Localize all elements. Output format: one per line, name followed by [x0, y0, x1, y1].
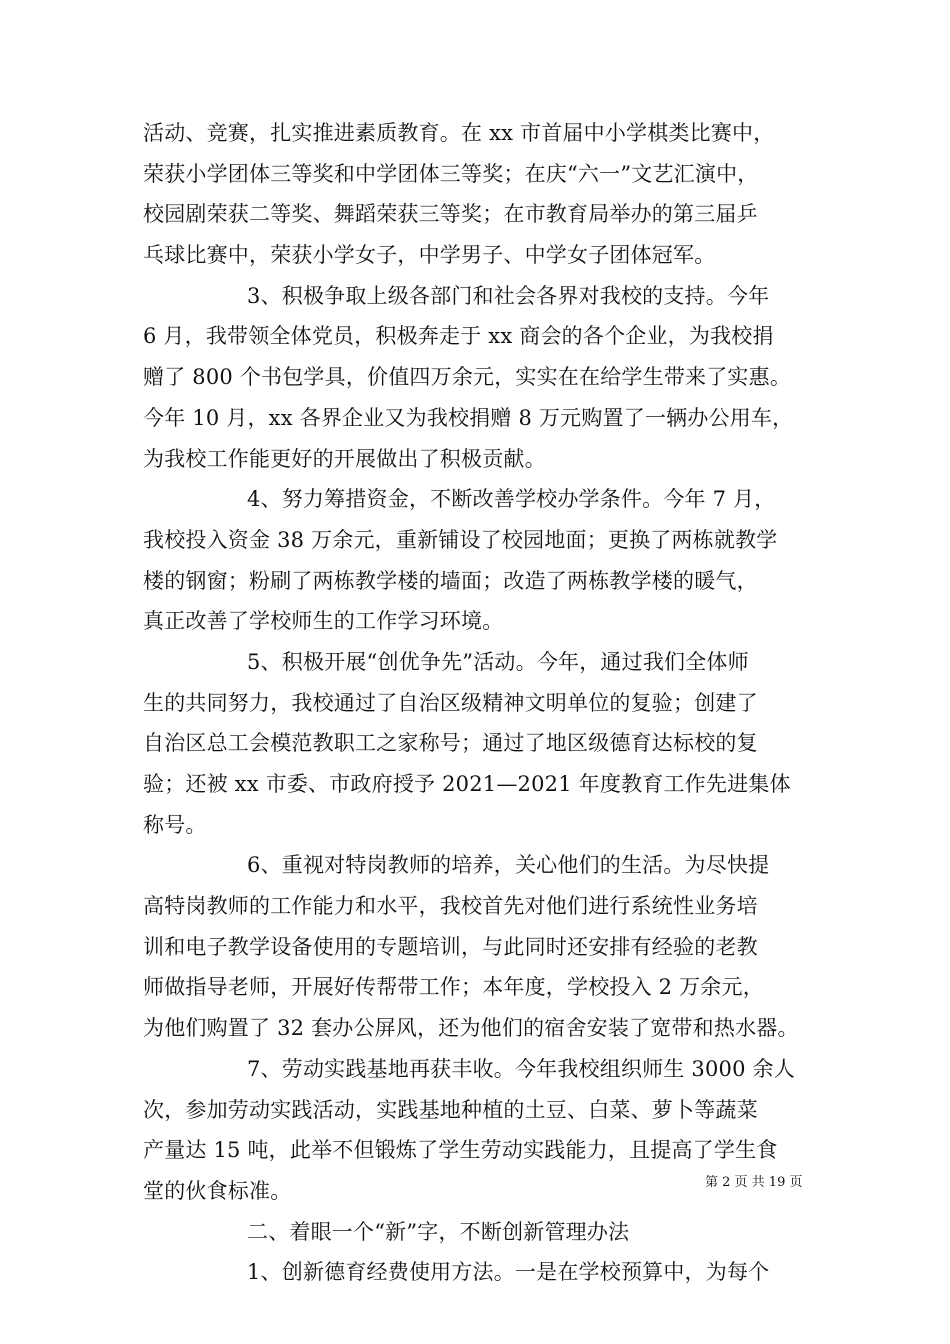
text-line: 堂的伙食标准。	[143, 1178, 292, 1203]
text-line: 自治区总工会模范教职工之家称号；通过了地区级德育达标校的复	[143, 731, 758, 756]
text-line: 6 月，我带领全体党员，积极奔走于 xx 商会的各个企业，为我校捐	[143, 324, 774, 349]
text-line: 产量达 15 吨，此举不但锻炼了学生劳动实践能力，且提高了学生食	[143, 1138, 778, 1163]
paragraph-start-line: 7、劳动实践基地再获丰收。今年我校组织师生 3000 余人	[247, 1056, 795, 1081]
text-line: 真正改善了学校师生的工作学习环境。	[143, 609, 504, 634]
text-line: 赠了 800 个书包学具，价值四万余元，实实在在给学生带来了实惠。	[143, 365, 792, 390]
text-line: 为他们购置了 32 套办公屏风，还为他们的宿舍安装了宽带和热水器。	[143, 1016, 799, 1041]
paragraph-start-line: 6、重视对特岗教师的培养，关心他们的生活。为尽快提	[247, 853, 770, 878]
section-heading-line: 二、着眼一个“新”字，不断创新管理办法	[247, 1219, 630, 1244]
text-line: 今年 10 月，xx 各界企业又为我校捐赠 8 万元购置了一辆办公用车，	[143, 405, 794, 430]
text-line: 校园剧荣获二等奖、舞蹈荣获三等奖；在市教育局举办的第三届乒	[143, 202, 758, 227]
text-line: 次，参加劳动实践活动，实践基地种植的土豆、白菜、萝卜等蔬菜	[143, 1097, 758, 1122]
paragraph-start-line: 3、积极争取上级各部门和社会各界对我校的支持。今年	[247, 283, 770, 308]
text-line: 楼的钢窗；粉刷了两栋教学楼的墙面；改造了两栋教学楼的暖气，	[143, 568, 758, 593]
text-line: 我校投入资金 38 万余元，重新铺设了校园地面；更换了两栋就教学	[143, 527, 778, 552]
text-line: 为我校工作能更好的开展做出了积极贡献。	[143, 446, 546, 471]
paragraph-start-line: 1、创新德育经费使用方法。一是在学校预算中，为每个	[247, 1260, 770, 1285]
text-line: 训和电子教学设备使用的专题培训，与此同时还安排有经验的老教	[143, 934, 758, 959]
text-line: 荣获小学团体三等奖和中学团体三等奖；在庆“六一”文艺汇演中，	[143, 161, 759, 186]
text-line: 师做指导老师，开展好传帮带工作；本年度，学校投入 2 万余元，	[143, 975, 764, 1000]
text-line: 乓球比赛中，荣获小学女子，中学男子、中学女子团体冠军。	[143, 243, 716, 268]
paragraph-start-line: 4、努力筹措资金，不断改善学校办学条件。今年 7 月，	[247, 487, 776, 512]
text-line: 高特岗教师的工作能力和水平，我校首先对他们进行系统性业务培	[143, 894, 758, 919]
body-text	[143, 113, 823, 1293]
text-line: 生的共同努力，我校通过了自治区级精神文明单位的复验；创建了	[143, 690, 758, 715]
paragraph-start-line: 5、积极开展“创优争先”活动。今年，通过我们全体师	[247, 649, 749, 674]
text-line: 活动、竞赛，扎实推进素质教育。在 xx 市首届中小学棋类比赛中，	[143, 121, 775, 145]
page-number-footer: 第 2 页 共 19 页	[705, 1175, 803, 1190]
text-line: 称号。	[143, 812, 207, 837]
text-line: 验；还被 xx 市委、市政府授予 2021—2021 年度教育工作先进集体	[143, 772, 791, 796]
